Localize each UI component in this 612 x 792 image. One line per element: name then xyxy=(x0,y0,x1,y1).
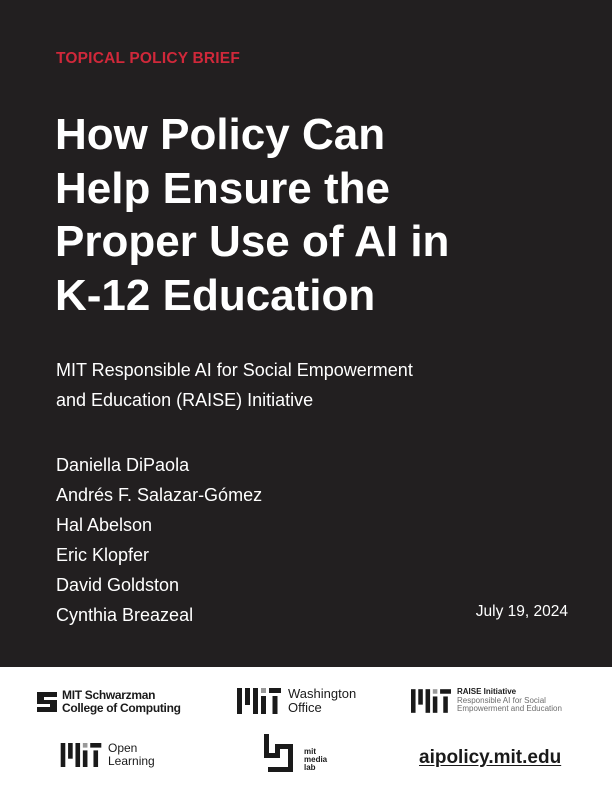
author-list xyxy=(56,450,262,630)
author-name: Hal Abelson xyxy=(56,515,153,535)
title-line: How Policy Can xyxy=(55,110,386,159)
open-learning-logo-line: Open xyxy=(108,741,138,755)
open-learning-logo xyxy=(60,742,155,767)
media-lab-logo-line: lab xyxy=(304,763,316,773)
mit-wordmark-icon xyxy=(411,689,451,713)
aipolicy-website-link[interactable]: aipolicy.mit.edu xyxy=(419,747,562,768)
author-name: Cynthia Breazeal xyxy=(56,605,194,625)
washington-logo-line: Washington xyxy=(288,686,357,701)
schwarzman-mark-icon xyxy=(36,691,58,713)
subtitle-line: MIT Responsible AI for Social Empowerment xyxy=(56,360,413,380)
schwarzman-college-logo xyxy=(36,689,181,714)
document-title xyxy=(55,108,575,322)
media-lab-logo-line: media xyxy=(304,755,328,765)
raise-logo-line: RAISE Initiative xyxy=(457,687,517,696)
initiative-subtitle xyxy=(56,355,413,415)
author-name: Andrés F. Salazar-Gómez xyxy=(56,485,263,505)
mit-wordmark-icon xyxy=(60,743,102,767)
raise-logo-line: Empowerment and Education xyxy=(457,704,562,714)
publication-date: July 19, 2024 xyxy=(475,603,568,620)
title-line: Proper Use of AI in xyxy=(55,217,450,266)
open-learning-logo-line: Learning xyxy=(108,753,155,768)
logo-footer xyxy=(0,667,612,792)
schwarzman-logo-line: College of Computing xyxy=(62,700,181,715)
media-lab-logo-line: mit xyxy=(304,747,316,756)
mit-wordmark-icon xyxy=(237,688,281,714)
title-line: K-12 Education xyxy=(55,270,376,320)
document-type-label: TOPICAL POLICY BRIEF xyxy=(56,50,240,67)
author-name: Eric Klopfer xyxy=(56,545,150,565)
media-lab-logo xyxy=(264,734,327,773)
author-name: Daniella DiPaola xyxy=(56,455,190,475)
schwarzman-logo-line: MIT Schwarzman xyxy=(62,688,156,702)
author-name: David Goldston xyxy=(56,575,180,595)
raise-initiative-logo xyxy=(411,688,562,714)
subtitle-line: and Education (RAISE) Initiative xyxy=(56,390,314,410)
raise-logo-line: Responsible AI for Social xyxy=(457,695,546,705)
media-lab-mark-icon xyxy=(264,734,300,772)
washington-office-logo xyxy=(237,687,356,714)
title-line: Help Ensure the xyxy=(55,163,390,213)
washington-logo-line: Office xyxy=(288,699,322,715)
